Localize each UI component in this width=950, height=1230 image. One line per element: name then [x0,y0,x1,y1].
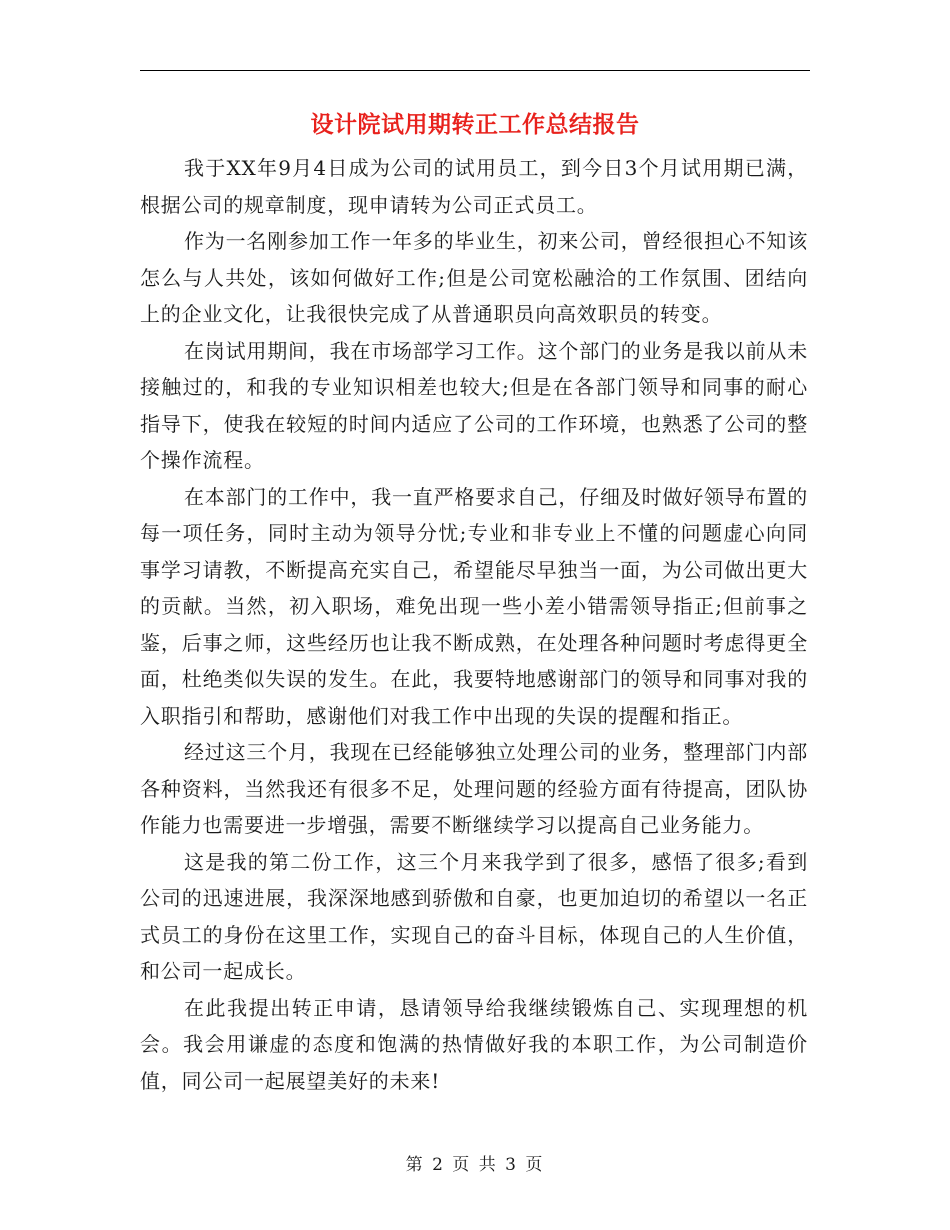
paragraph: 在此我提出转正申请，恳请领导给我继续锻炼自己、实现理想的机会。我会用谦虚的态度和饱满的热情做好我的本职工作，为公司制造价值，同公司一起展望美好的未来! [140,995,808,1093]
document-title: 设计院试用期转正工作总结报告 [310,111,640,138]
header-rule [140,70,810,71]
paragraph: 在岗试用期间，我在市场部学习工作。这个部门的业务是我以前从未接触过的，和我的专业知识相差也较大;但是在各部门领导和同事的耐心指导下，使我在较短的时间内适应了公司的工作环境，也熟悉了公司的整个操作流程。 [140,338,808,472]
page-number: 第 2 页 共 3 页 [405,1155,545,1175]
paragraph: 这是我的第二份工作，这三个月来我学到了很多，感悟了很多;看到公司的迅速进展，我深深地感到骄傲和自豪，也更加迫切的希望以一名正式员工的身份在这里工作，实现自己的奋斗目标，体现自己的人生价值，和公司一起成长。 [140,849,808,983]
paragraph: 我于XX年9月4日成为公司的试用员工，到今日3个月试用期已满，根据公司的规章制度，现申请转为公司正式员工。 [140,156,808,217]
paragraph: 在本部门的工作中，我一直严格要求自己，仔细及时做好领导布置的每一项任务，同时主动为领导分忧;专业和非专业上不懂的问题虚心向同事学习请教，不断提高充实自己，希望能尽早独当一面，为公司做出更大的贡献。当然，初入职场，难免出现一些小差小错需领导指正;但前事之鉴，后事之师，这些经历也让我不断成熟，在处理各种问题时考虑得更全面，杜绝类似失误的发生。在此，我要特地感谢部门的领导和同事对我的入职指引和帮助，感谢他们对我工作中出现的失误的提醒和指正。 [140,484,808,728]
paragraph: 作为一名刚参加工作一年多的毕业生，初来公司，曾经很担心不知该怎么与人共处，该如何做好工作;但是公司宽松融洽的工作氛围、团结向上的企业文化，让我很快完成了从普通职员向高效职员的转变。 [140,229,808,326]
paragraph: 经过这三个月，我现在已经能够独立处理公司的业务，整理部门内部各种资料，当然我还有很多不足，处理问题的经验方面有待提高，团队协作能力也需要进一步增强，需要不断继续学习以提高自己业务能力。 [140,740,808,837]
document-body [140,150,808,1099]
